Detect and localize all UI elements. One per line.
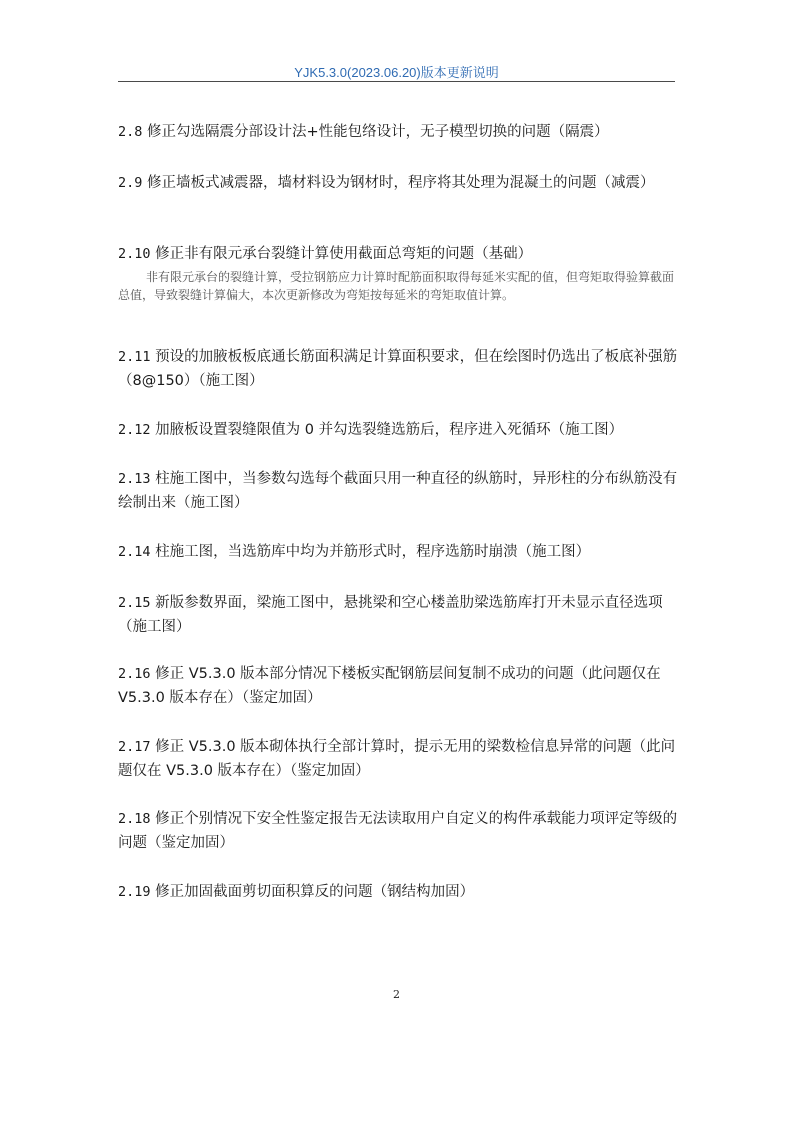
item-number: 2.15	[118, 595, 151, 611]
item-number: 2.11	[118, 349, 151, 365]
header-divider	[118, 81, 675, 82]
item-text: 修正个别情况下安全性鉴定报告无法读取用户自定义的构件承载能力项评定等级的问题（鉴定加固）	[118, 811, 678, 851]
item-text: 修正墙板式减震器，墙材料设为钢材时，程序将其处理为混凝土的问题（减震）	[147, 175, 655, 191]
item-text: 新版参数界面，梁施工图中，悬挑梁和空心楼盖肋梁选筋库打开未显示直径选项（施工图）	[118, 595, 663, 635]
item-number: 2.16	[118, 666, 151, 682]
list-item	[118, 662, 678, 710]
list-item	[118, 171, 678, 195]
list-item	[118, 540, 678, 564]
item-text: 修正加固截面剪切面积算反的问题（钢结构加固）	[155, 884, 475, 900]
list-item	[118, 735, 678, 783]
item-number: 2.19	[118, 884, 151, 900]
item-number: 2.13	[118, 471, 151, 487]
item-text: 修正 V5.3.0 版本砌体执行全部计算时，提示无用的梁数检信息异常的问题（此问题仅在 V5.3.0 版本存在）（鉴定加固）	[118, 739, 676, 779]
item-text: 预设的加腋板板底通长筋面积满足计算面积要求，但在绘图时仍选出了板底补强筋（8@150）（施工图）	[118, 349, 678, 389]
page-number: 2	[393, 988, 400, 1001]
item-text: 柱施工图，当选筋库中均为并筋形式时，程序选筋时崩溃（施工图）	[155, 544, 591, 560]
list-item	[118, 880, 678, 904]
item-text: 修正非有限元承台裂缝计算使用截面总弯矩的问题（基础）	[155, 246, 533, 262]
item-number: 2.9	[118, 175, 143, 191]
item-number: 2.8	[118, 124, 143, 140]
list-item	[118, 242, 678, 266]
item-number: 2.12	[118, 422, 151, 438]
list-item	[118, 418, 678, 442]
list-item	[118, 807, 678, 855]
list-item	[118, 591, 678, 639]
item-text: 柱施工图中，当参数勾选每个截面只用一种直径的纵筋时，异形柱的分布纵筋没有绘制出来（施工图）	[118, 471, 678, 511]
item-number: 2.10	[118, 246, 151, 262]
item-text: 修正 V5.3.0 版本部分情况下楼板实配钢筋层间复制不成功的问题（此问题仅在 V5.3.0 版本存在）（鉴定加固）	[118, 666, 661, 706]
item-note: 非有限元承台的裂缝计算，受拉钢筋应力计算时配筋面积取得每延米实配的值，但弯矩取得验算截面总值，导致裂缝计算偏大，本次更新修改为弯矩按每延米的弯矩取值计算。	[118, 270, 675, 302]
list-item	[118, 120, 678, 144]
item-number: 2.14	[118, 544, 151, 560]
item-number: 2.18	[118, 811, 151, 827]
page-header-title: YJK5.3.0(2023.06.20)版本更新说明	[294, 65, 499, 80]
item-text: 加腋板设置裂缝限值为 0 并勾选裂缝选筋后，程序进入死循环（施工图）	[155, 422, 624, 438]
item-text: 修正勾选隔震分部设计法+性能包络设计，无子模型切换的问题（隔震）	[147, 124, 609, 140]
list-item	[118, 345, 678, 393]
item-number: 2.17	[118, 739, 151, 755]
list-item	[118, 467, 678, 515]
